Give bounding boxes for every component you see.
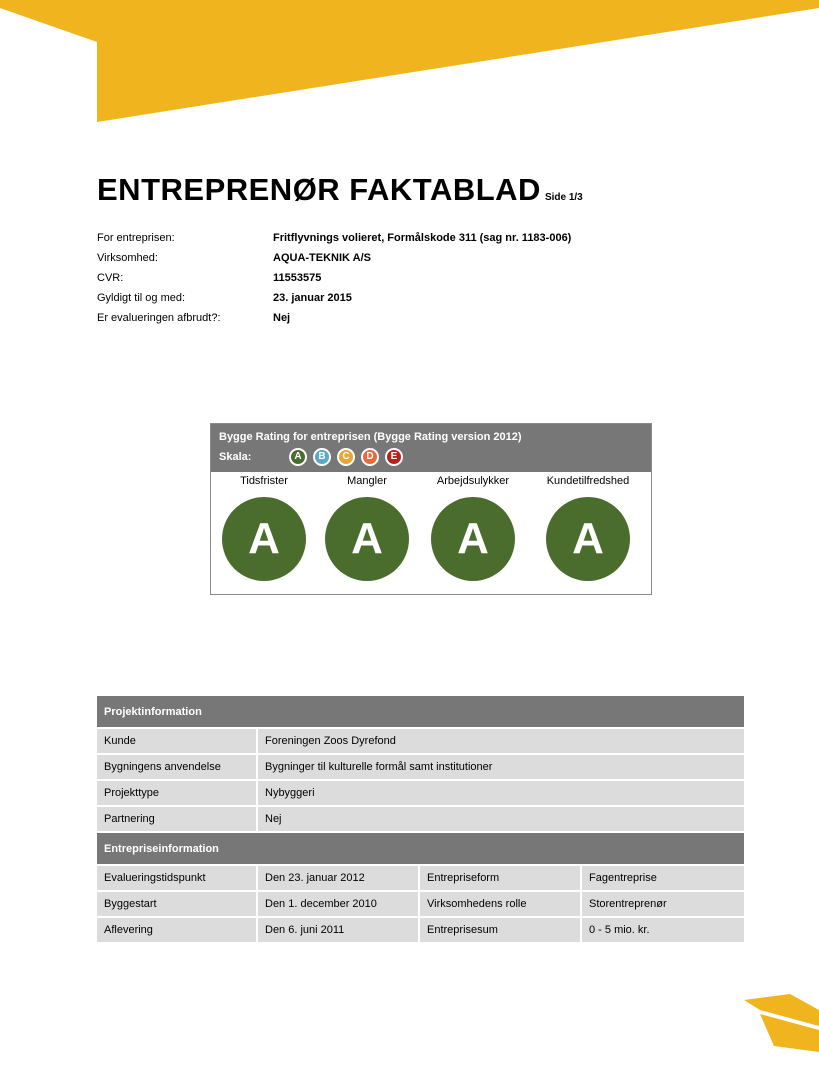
table-row — [97, 729, 744, 755]
row-label: Evalueringstidspunkt — [97, 866, 258, 892]
scale-letter: D — [363, 450, 377, 464]
row-label: Partnering — [97, 807, 258, 833]
info-label: Gyldigt til og med: — [97, 292, 186, 304]
rating-grade-badge: A — [431, 497, 515, 581]
info-row — [97, 228, 571, 248]
row-label: Byggestart — [97, 892, 258, 918]
rating-mangler — [317, 474, 417, 581]
table-row — [97, 807, 744, 833]
rating-grade-badge: A — [546, 497, 630, 581]
scale-label: Skala: — [219, 451, 252, 463]
row-value: Storentreprenør — [582, 892, 744, 918]
row-label: Kunde — [97, 729, 258, 755]
row-label: Projekttype — [97, 781, 258, 807]
rating-grade-badge: A — [325, 497, 409, 581]
table-row — [97, 892, 744, 918]
rating-box — [210, 423, 652, 595]
scale-grade-e — [385, 448, 403, 466]
info-row — [97, 288, 571, 308]
info-label: Er evalueringen afbrudt?: — [97, 312, 221, 324]
rating-title: Bygge Rating for entreprisen (Bygge Rating version 2012) — [219, 431, 522, 443]
row-value: Nybyggeri — [258, 781, 744, 807]
info-label: For entreprisen: — [97, 232, 175, 244]
row-value: Fagentreprise — [582, 866, 744, 892]
info-row — [97, 248, 571, 268]
scale-letter: E — [387, 450, 401, 464]
rating-header — [211, 424, 651, 472]
info-value: AQUA-TEKNIK A/S — [273, 252, 371, 264]
rating-grade-badge: A — [222, 497, 306, 581]
info-row — [97, 268, 571, 288]
rating-category-label: Kundetilfredshed — [546, 475, 630, 487]
info-value: 11553575 — [273, 272, 322, 284]
info-row — [97, 308, 571, 328]
scale-letter: A — [291, 450, 305, 464]
scale-grade-c — [337, 448, 355, 466]
row-label: Entrepriseform — [420, 866, 582, 892]
row-value: Nej — [258, 807, 744, 833]
section-title: Projektinformation — [97, 696, 744, 729]
row-value: Den 23. januar 2012 — [258, 866, 420, 892]
scale-grade-b — [313, 448, 331, 466]
project-table — [97, 696, 744, 944]
contractor-info — [97, 228, 571, 328]
page-title: ENTREPRENØR FAKTABLAD — [97, 172, 541, 207]
section-title: Entrepriseinformation — [97, 833, 744, 866]
scale-grade-d — [361, 448, 379, 466]
table-row — [97, 781, 744, 807]
rating-category-label: Arbejdsulykker — [436, 475, 510, 487]
info-label: CVR: — [97, 272, 124, 284]
scale-grade-a — [289, 448, 307, 466]
table-row — [97, 866, 744, 892]
row-value: Den 1. december 2010 — [258, 892, 420, 918]
rating-category-label: Mangler — [347, 475, 387, 487]
table-row — [97, 755, 744, 781]
row-label: Virksomhedens rolle — [420, 892, 582, 918]
info-value: Nej — [273, 312, 291, 324]
table-row — [97, 918, 744, 944]
corner-logo-icon — [740, 990, 819, 1060]
rating-kundetilfredshed — [538, 474, 638, 581]
page-number: Side 1/3 — [544, 192, 583, 203]
section-header — [97, 833, 744, 866]
rating-tidsfrister — [214, 474, 314, 581]
section-header — [97, 696, 744, 729]
row-value: 0 - 5 mio. kr. — [582, 918, 744, 944]
row-label: Bygningens anvendelse — [97, 755, 258, 781]
rating-category-label: Tidsfrister — [240, 475, 288, 487]
row-value: Foreningen Zoos Dyrefond — [258, 729, 744, 755]
row-label: Aflevering — [97, 918, 258, 944]
row-label: Entreprisesum — [420, 918, 582, 944]
row-value: Den 6. juni 2011 — [258, 918, 420, 944]
row-value: Bygninger til kulturelle formål samt institutioner — [258, 755, 744, 781]
rating-scale — [211, 445, 651, 471]
info-value: 23. januar 2015 — [273, 292, 352, 304]
scale-letter: C — [339, 450, 353, 464]
info-value: Fritflyvnings volieret, Formålskode 311 (sag nr. 1183-006) — [273, 232, 572, 244]
document-title-block — [97, 172, 583, 208]
info-label: Virksomhed: — [97, 252, 158, 264]
scale-letter: B — [315, 450, 329, 464]
yellow-header-shape — [0, 0, 819, 130]
rating-arbejdsulykker — [423, 474, 523, 581]
